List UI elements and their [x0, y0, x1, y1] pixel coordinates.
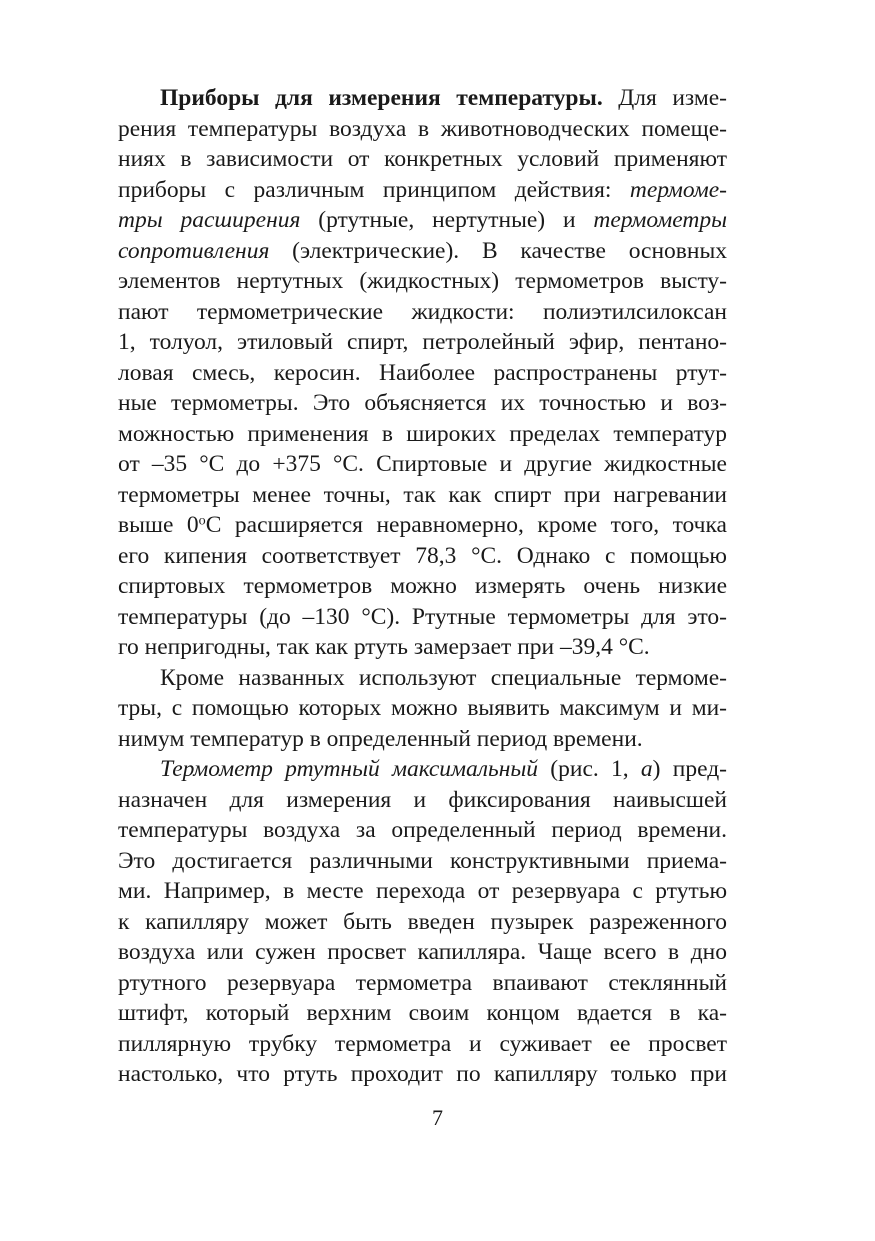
text-fragment: С расширяется неравномерно, кроме того, точка [205, 512, 727, 538]
text-line: ные термометры. Это объясняется их точностью и воз- [118, 390, 727, 416]
text-line: го непригодны, так как ртуть замерзает при –39,4 °С. [118, 634, 650, 660]
text-line: ми. Например, в месте перехода от резервуара с ртутью [118, 878, 727, 904]
figure-ref-letter: а [640, 756, 653, 782]
text-line: Это достигается различными конструктивными приема- [118, 847, 727, 874]
italic-term: тры расширения [118, 207, 301, 233]
text-line: можностью применения в широких пределах температур [118, 420, 727, 447]
page-body [118, 83, 727, 1090]
text-line [118, 83, 727, 114]
text-line: термометры менее точны, так как спирт при нагревании [118, 481, 727, 508]
text-line: назначен для измерения и фиксирования наивысшей [118, 786, 727, 813]
text-fragment: (ртутные, нертутные) и [300, 207, 594, 233]
text-line: пают термометрические жидкости: полиэтилсилоксан [118, 298, 727, 325]
text-line: 1, толуол, этиловый спирт, петролейный эфир, пентано- [118, 329, 727, 355]
text-line: ниях в зависимости от конкретных условий применяют [118, 146, 727, 172]
page-number: 7 [432, 1105, 443, 1130]
text-line: пиллярную трубку термометра и суживает ее просвет [118, 1030, 727, 1057]
text-fragment: выше 0 [118, 512, 199, 538]
paragraph-thermometers-intro [118, 83, 727, 663]
text-line: к капилляру может быть введен пузырек разреженного [118, 908, 727, 935]
text-fragment: (рис. 1, [538, 756, 641, 782]
italic-term: термоме- [629, 176, 727, 203]
text-fragment: (электрические). В качестве основных [269, 237, 727, 264]
text-line [118, 236, 727, 267]
text-line: температуры (до –130 °С). Ртутные термометры для это- [118, 603, 727, 630]
text-line: спиртовых термометров можно измерять очень низкие [118, 573, 727, 599]
text-line: штифт, который верхним своим концом вдается в ка- [118, 1000, 727, 1026]
text-line: ртутного резервуара термометра впаивают стеклянный [118, 969, 727, 996]
text-line: настолько, что ртуть проходит по капилляру только при [118, 1061, 727, 1087]
text-line: от –35 °С до +375 °С. Спиртовые и другие жидкостные [118, 451, 727, 477]
text-line: ловая смесь, керосин. Наиболее распространены ртут- [118, 359, 727, 386]
text-line: элементов нертутных (жидкостных) термометров высту- [118, 268, 727, 294]
italic-term: сопротивления [118, 237, 270, 264]
text-fragment: Для изме- [602, 85, 727, 111]
text-fragment: приборы с различным принципом действия: [118, 176, 630, 203]
text-line [118, 754, 727, 785]
text-line: температуры воздуха за определенный период времени. [118, 817, 727, 843]
text-line: тры, с помощью которых можно выявить максимум и ми- [118, 695, 727, 721]
italic-term: термометры [593, 207, 727, 233]
text-line [118, 175, 727, 206]
text-line [118, 205, 727, 236]
paragraph-special-thermometers [118, 663, 727, 755]
text-line: нимум температур в определенный период времени. [118, 725, 643, 752]
text-line [118, 510, 727, 541]
text-line: воздуха или сужен просвет капилляра. Чаще всего в дно [118, 939, 727, 965]
section-heading: Приборы для измерения температуры. [160, 85, 603, 111]
text-line: Кроме названных используют специальные термоме- [160, 664, 727, 691]
italic-term: Термометр ртутный максимальный [160, 756, 539, 782]
text-fragment: ) пред- [652, 756, 727, 782]
text-line: его кипения соответствует 78,3 °С. Однако с помощью [118, 542, 727, 569]
text-line: рения температуры воздуха в животноводческих помеще- [118, 115, 727, 142]
paragraph-max-thermometer [118, 754, 727, 1090]
degree-superscript: о [198, 512, 206, 529]
